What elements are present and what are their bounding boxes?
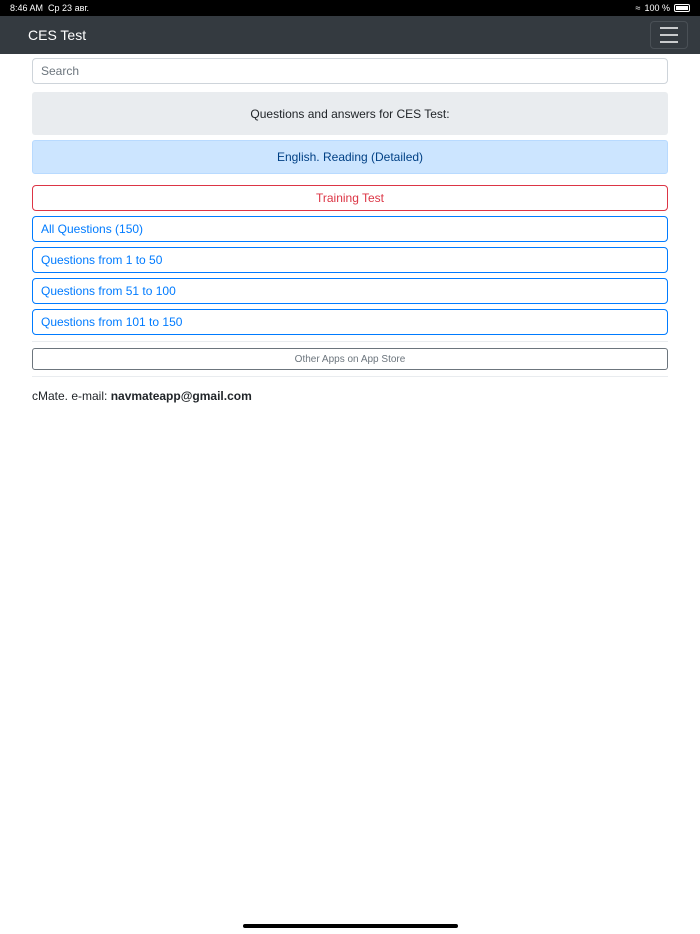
email-link[interactable]: navmateapp@gmail.com xyxy=(110,389,252,403)
footer xyxy=(32,389,668,403)
status-time xyxy=(10,3,89,13)
status-bar xyxy=(0,0,700,16)
all-questions-button[interactable]: All Questions (150) xyxy=(32,216,668,242)
search-input[interactable] xyxy=(32,58,668,84)
date: Ср 23 авг. xyxy=(48,3,90,13)
wifi-icon: ≈ xyxy=(635,3,641,13)
navbar xyxy=(0,16,700,54)
battery-percent: 100 % xyxy=(644,3,670,13)
category-title: English. Reading (Detailed) xyxy=(32,140,668,174)
questions-101-150-button[interactable]: Questions from 101 to 150 xyxy=(32,309,668,335)
time: 8:46 AM xyxy=(10,3,44,13)
questions-1-50-button[interactable]: Questions from 1 to 50 xyxy=(32,247,668,273)
battery-icon xyxy=(674,4,690,12)
divider xyxy=(32,341,668,342)
home-indicator xyxy=(243,924,458,928)
questions-51-100-button[interactable]: Questions from 51 to 100 xyxy=(32,278,668,304)
footer-text: cMate. e-mail: xyxy=(32,389,111,403)
section-header: Questions and answers for CES Test: xyxy=(32,92,668,135)
status-right xyxy=(636,3,690,13)
hamburger-icon xyxy=(660,27,678,29)
menu-toggle-button[interactable] xyxy=(650,21,688,49)
other-apps-button[interactable]: Other Apps on App Store xyxy=(32,348,668,370)
training-test-button[interactable]: Training Test xyxy=(32,185,668,211)
divider xyxy=(32,376,668,377)
app-title[interactable]: CES Test xyxy=(28,27,87,43)
